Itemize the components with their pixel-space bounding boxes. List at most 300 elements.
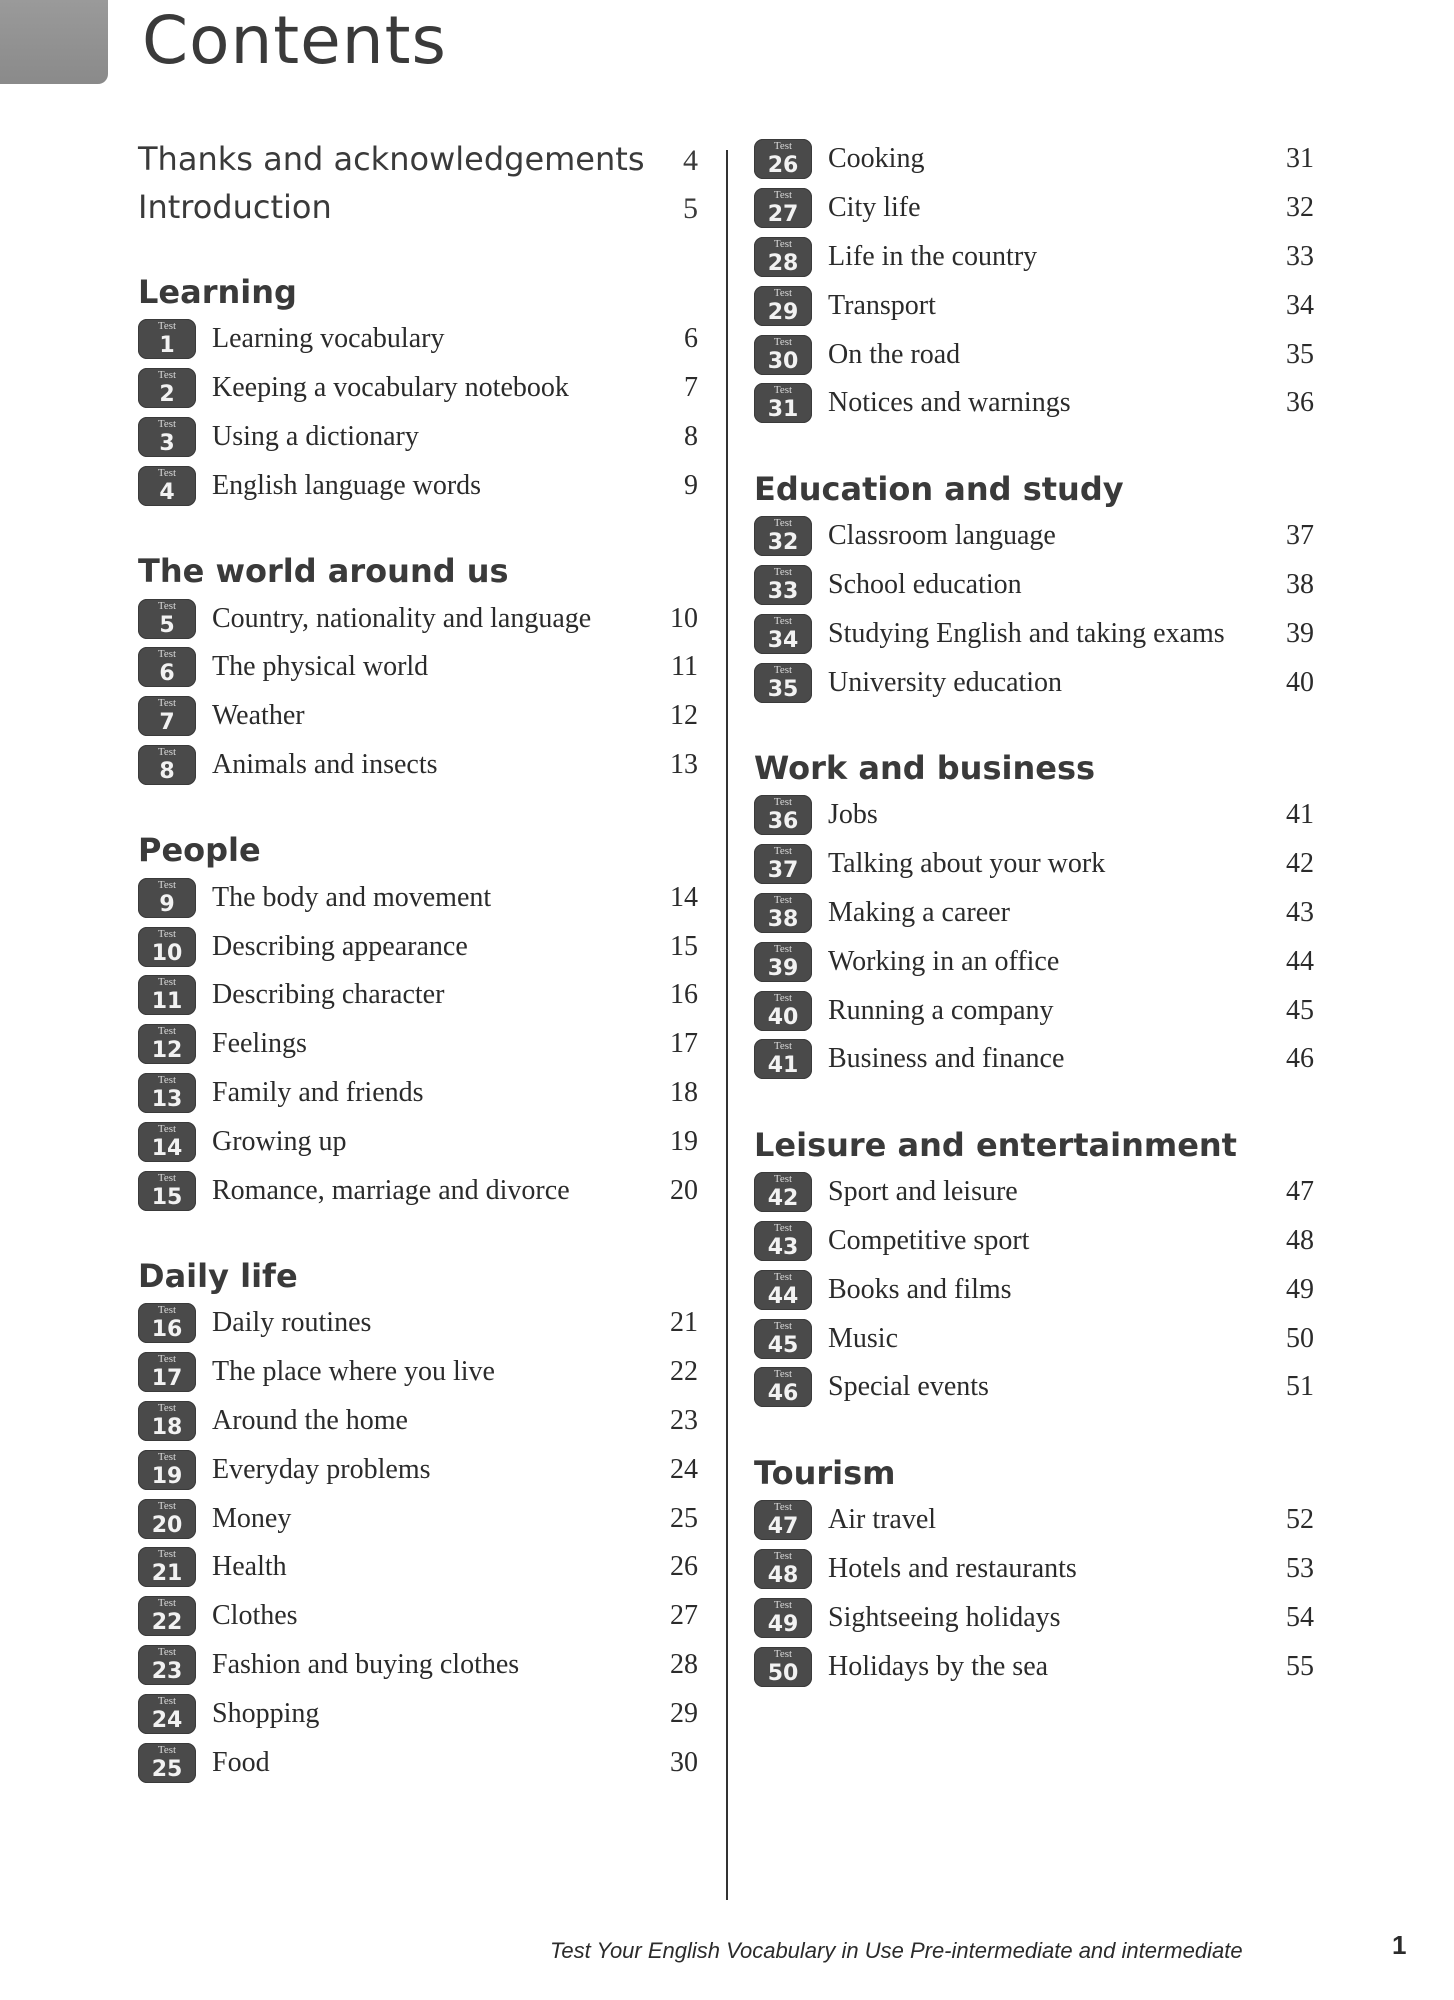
- test-number-badge: [754, 991, 812, 1031]
- entry-page-number: 34: [1286, 289, 1314, 321]
- badge-test-number: 4: [159, 479, 175, 505]
- entry-page-number: 12: [670, 700, 698, 732]
- entry-page-number: 17: [670, 1028, 698, 1060]
- contents-right-column: [754, 135, 1314, 1691]
- badge-test-number: 5: [159, 612, 175, 638]
- test-number-badge: [754, 335, 812, 375]
- test-number-badge: [754, 286, 812, 326]
- contents-entry[interactable]: [138, 922, 698, 971]
- badge-test-word: Test: [157, 927, 177, 940]
- badge-test-word: Test: [773, 991, 793, 1004]
- entry-page-number: 27: [670, 1600, 698, 1632]
- entry-page-number: 44: [1286, 945, 1314, 977]
- test-number-badge: [138, 1122, 196, 1162]
- footer-book-title: Test Your English Vocabulary in Use Pre-intermediate and intermediate: [550, 1938, 1243, 1963]
- test-number-badge: [754, 1500, 812, 1540]
- test-number-badge: [754, 893, 812, 933]
- left-sections: [138, 269, 698, 1787]
- entry-page-number: 19: [670, 1125, 698, 1157]
- badge-test-word: Test: [157, 976, 177, 989]
- contents-entry[interactable]: [754, 1035, 1314, 1084]
- badge-test-number: 44: [767, 1283, 799, 1309]
- contents-entry[interactable]: [754, 1642, 1314, 1691]
- badge-test-word: Test: [157, 1743, 177, 1756]
- entry-page-number: 25: [670, 1502, 698, 1534]
- entry-page-number: 54: [1286, 1601, 1314, 1633]
- badge-test-word: Test: [157, 1025, 177, 1038]
- badge-test-number: 11: [151, 989, 183, 1015]
- test-number-badge: [138, 696, 196, 736]
- contents-section: [754, 135, 1314, 428]
- badge-test-word: Test: [157, 1401, 177, 1414]
- contents-section: [138, 1253, 698, 1787]
- contents-entry[interactable]: [138, 1397, 698, 1446]
- badge-test-number: 37: [767, 858, 799, 884]
- contents-entry[interactable]: [754, 1217, 1314, 1266]
- entry-label: Shopping: [212, 1697, 320, 1729]
- badge-test-number: 15: [151, 1184, 183, 1210]
- entry-label: Country, nationality and language: [212, 602, 592, 634]
- entry-label: Animals and insects: [212, 748, 438, 780]
- test-number-badge: [138, 1024, 196, 1064]
- entry-page-number: 55: [1286, 1650, 1314, 1682]
- test-number-badge: [754, 1367, 812, 1407]
- contents-entry[interactable]: [138, 1689, 698, 1738]
- entry-label: Notices and warnings: [828, 387, 1071, 419]
- badge-test-word: Test: [773, 1270, 793, 1283]
- contents-section: [138, 269, 698, 510]
- entry-page-number: 45: [1286, 994, 1314, 1026]
- test-number-badge: [754, 516, 812, 556]
- contents-entry[interactable]: [754, 1593, 1314, 1642]
- entry-page-number: 21: [670, 1307, 698, 1339]
- contents-entry[interactable]: [754, 937, 1314, 986]
- test-number-badge: [138, 599, 196, 639]
- contents-section: [754, 466, 1314, 707]
- entry-page-number: 41: [1286, 799, 1314, 831]
- entry-page-number: 29: [670, 1697, 698, 1729]
- contents-entry[interactable]: [138, 1069, 698, 1118]
- test-number-badge: [754, 1039, 812, 1079]
- contents-entry[interactable]: [138, 461, 698, 510]
- contents-entry[interactable]: [138, 741, 698, 790]
- badge-test-word: Test: [157, 369, 177, 382]
- contents-entry[interactable]: [138, 1445, 698, 1494]
- entry-label: Around the home: [212, 1404, 408, 1436]
- test-number-badge: [138, 975, 196, 1015]
- badge-test-word: Test: [157, 1499, 177, 1512]
- badge-test-number: 23: [151, 1658, 183, 1684]
- entry-label: Hotels and restaurants: [828, 1552, 1077, 1584]
- badge-test-word: Test: [773, 942, 793, 955]
- test-number-badge: [138, 319, 196, 359]
- entry-page-number: 40: [1286, 666, 1314, 698]
- contents-entry[interactable]: [754, 889, 1314, 938]
- entry-page-number: 42: [1286, 848, 1314, 880]
- entry-label: University education: [828, 666, 1063, 698]
- badge-test-word: Test: [157, 1122, 177, 1135]
- entry-label: Talking about your work: [828, 848, 1106, 880]
- entry-label: Running a company: [828, 994, 1054, 1026]
- entry-page-number: 31: [1286, 143, 1314, 175]
- test-number-badge: [138, 1645, 196, 1685]
- entry-label: Sightseeing holidays: [828, 1601, 1061, 1633]
- entry-page-number: 38: [1286, 568, 1314, 600]
- badge-test-number: 14: [151, 1135, 183, 1161]
- entry-label: Weather: [212, 700, 305, 732]
- entry-page-number: 43: [1286, 896, 1314, 928]
- contents-entry[interactable]: [138, 873, 698, 922]
- badge-test-word: Test: [773, 286, 793, 299]
- badge-test-number: 29: [767, 299, 799, 325]
- entry-label: Food: [212, 1746, 270, 1778]
- contents-entry[interactable]: [754, 840, 1314, 889]
- contents-entry[interactable]: [138, 1543, 698, 1592]
- entry-page-number: 35: [1286, 338, 1314, 370]
- contents-entry[interactable]: [138, 1020, 698, 1069]
- badge-test-word: Test: [157, 1450, 177, 1463]
- badge-test-word: Test: [773, 1368, 793, 1381]
- entry-label: Daily routines: [212, 1307, 372, 1339]
- section-title: Daily life: [138, 1256, 298, 1295]
- entry-label: Jobs: [828, 799, 878, 831]
- badge-test-number: 31: [767, 397, 799, 423]
- contents-entry[interactable]: [138, 1166, 698, 1215]
- entry-page-number: 16: [670, 979, 698, 1011]
- contents-entry[interactable]: [754, 1496, 1314, 1545]
- entry-label: Fashion and buying clothes: [212, 1648, 520, 1680]
- contents-entry[interactable]: [138, 1738, 698, 1787]
- badge-test-number: 1: [159, 333, 175, 359]
- badge-test-number: 22: [151, 1610, 183, 1636]
- contents-entry[interactable]: [138, 1592, 698, 1641]
- badge-test-number: 42: [767, 1186, 799, 1212]
- badge-test-number: 45: [767, 1332, 799, 1358]
- test-number-badge: [138, 1596, 196, 1636]
- badge-test-number: 36: [767, 809, 799, 835]
- entry-page-number: 18: [670, 1076, 698, 1108]
- test-number-badge: [754, 1319, 812, 1359]
- entry-page-number: 49: [1286, 1273, 1314, 1305]
- entry-label: Competitive sport: [828, 1224, 1030, 1256]
- contents-section: [138, 548, 698, 789]
- right-sections: [754, 135, 1314, 1691]
- test-number-badge: [138, 1303, 196, 1343]
- entry-label: Music: [828, 1322, 898, 1354]
- entry-label: Studying English and taking exams: [828, 617, 1225, 649]
- entry-label: Everyday problems: [212, 1453, 431, 1485]
- contents-entry[interactable]: [138, 1348, 698, 1397]
- test-number-badge: [138, 647, 196, 687]
- contents-entry[interactable]: [138, 643, 698, 692]
- contents-section: [754, 745, 1314, 1084]
- entry-label: The physical world: [212, 651, 429, 683]
- test-number-badge: [138, 1694, 196, 1734]
- entry-label: Cooking: [828, 143, 925, 175]
- test-number-badge: [138, 1401, 196, 1441]
- badge-test-number: 27: [767, 202, 799, 228]
- contents-entry[interactable]: [754, 281, 1314, 330]
- test-number-badge: [754, 614, 812, 654]
- entry-label: Transport: [828, 289, 936, 321]
- test-number-badge: [138, 745, 196, 785]
- badge-test-word: Test: [157, 1597, 177, 1610]
- badge-test-word: Test: [773, 140, 793, 153]
- entry-label: Health: [212, 1551, 287, 1583]
- entry-label: Money: [212, 1502, 292, 1534]
- contents-entry[interactable]: [138, 413, 698, 462]
- contents-entry[interactable]: [754, 986, 1314, 1035]
- section-title: People: [138, 831, 261, 870]
- badge-test-number: 39: [767, 955, 799, 981]
- badge-test-word: Test: [157, 1353, 177, 1366]
- badge-test-word: Test: [773, 189, 793, 202]
- test-number-badge: [138, 1171, 196, 1211]
- badge-test-number: 40: [767, 1004, 799, 1030]
- badge-test-word: Test: [773, 1173, 793, 1186]
- badge-test-number: 43: [767, 1234, 799, 1260]
- entry-label: Using a dictionary: [212, 420, 419, 452]
- badge-test-word: Test: [157, 417, 177, 430]
- test-number-badge: [138, 927, 196, 967]
- badge-test-word: Test: [157, 648, 177, 661]
- test-number-badge: [754, 663, 812, 703]
- section-title: Leisure and entertainment: [754, 1125, 1237, 1164]
- test-number-badge: [754, 565, 812, 605]
- badge-test-number: 47: [767, 1514, 799, 1540]
- section-title: Education and study: [754, 469, 1124, 508]
- entry-page-number: 52: [1286, 1504, 1314, 1536]
- entry-page-number: 37: [1286, 520, 1314, 552]
- badge-test-word: Test: [773, 1221, 793, 1234]
- badge-test-number: 25: [151, 1756, 183, 1782]
- badge-test-word: Test: [157, 466, 177, 479]
- badge-test-number: 3: [159, 430, 175, 456]
- badge-test-word: Test: [773, 384, 793, 397]
- entry-label: Classroom language: [828, 520, 1056, 552]
- badge-test-number: 21: [151, 1561, 183, 1587]
- entry-page-number: 47: [1286, 1176, 1314, 1208]
- entry-page-number: 9: [684, 469, 698, 501]
- badge-test-word: Test: [157, 1171, 177, 1184]
- badge-test-number: 6: [159, 661, 175, 687]
- contents-entry[interactable]: [754, 1545, 1314, 1594]
- contents-entry[interactable]: [754, 135, 1314, 184]
- badge-test-word: Test: [773, 565, 793, 578]
- badge-test-word: Test: [773, 1040, 793, 1053]
- entry-label: The place where you live: [212, 1356, 495, 1388]
- contents-entry[interactable]: [754, 184, 1314, 233]
- contents-entry[interactable]: [138, 1299, 698, 1348]
- test-number-badge: [754, 795, 812, 835]
- badge-test-number: 12: [151, 1038, 183, 1064]
- entry-label: Feelings: [212, 1028, 307, 1060]
- badge-test-word: Test: [773, 1549, 793, 1562]
- contents-entry[interactable]: [138, 594, 698, 643]
- entry-label: Family and friends: [212, 1076, 424, 1108]
- contents-entry[interactable]: [138, 692, 698, 741]
- test-number-badge: [138, 1547, 196, 1587]
- entry-page-number: 22: [670, 1356, 698, 1388]
- section-title: Work and business: [754, 748, 1096, 787]
- front-matter-row[interactable]: [138, 135, 698, 183]
- contents-entry[interactable]: [138, 364, 698, 413]
- contents-entry[interactable]: [754, 233, 1314, 282]
- entry-page-number: 15: [670, 930, 698, 962]
- entry-label: Keeping a vocabulary notebook: [212, 372, 569, 404]
- test-number-badge: [754, 1549, 812, 1589]
- entry-page-number: 13: [670, 748, 698, 780]
- contents-entry[interactable]: [754, 1314, 1314, 1363]
- section-title: Tourism: [754, 1453, 896, 1492]
- front-matter-label: Introduction: [138, 188, 332, 226]
- contents-entry[interactable]: [754, 791, 1314, 840]
- badge-test-number: 7: [159, 710, 175, 736]
- badge-test-number: 8: [159, 758, 175, 784]
- contents-entry[interactable]: [754, 658, 1314, 707]
- entry-page-number: 32: [1286, 192, 1314, 224]
- front-matter-page: 4: [683, 144, 698, 177]
- badge-test-word: Test: [773, 845, 793, 858]
- test-number-badge: [754, 1172, 812, 1212]
- badge-test-number: 34: [767, 627, 799, 653]
- badge-test-number: 50: [767, 1660, 799, 1686]
- contents-entry[interactable]: [754, 561, 1314, 610]
- entry-label: Describing character: [212, 979, 445, 1011]
- entry-label: Learning vocabulary: [212, 323, 445, 355]
- badge-test-word: Test: [773, 517, 793, 530]
- entry-label: Business and finance: [828, 1043, 1065, 1075]
- badge-test-number: 17: [151, 1366, 183, 1392]
- entry-page-number: 6: [684, 323, 698, 355]
- entry-page-number: 24: [670, 1453, 698, 1485]
- contents-entry[interactable]: [754, 1265, 1314, 1314]
- entry-page-number: 20: [670, 1174, 698, 1206]
- entry-label: The body and movement: [212, 881, 492, 913]
- test-number-badge: [754, 139, 812, 179]
- entry-page-number: 26: [670, 1551, 698, 1583]
- entry-page-number: 28: [670, 1648, 698, 1680]
- contents-entry[interactable]: [138, 1641, 698, 1690]
- badge-test-number: 41: [767, 1053, 799, 1079]
- badge-test-number: 16: [151, 1317, 183, 1343]
- entry-label: On the road: [828, 338, 961, 370]
- contents-section: [138, 827, 698, 1215]
- test-number-badge: [754, 942, 812, 982]
- test-number-badge: [754, 188, 812, 228]
- contents-section: [754, 1122, 1314, 1412]
- test-number-badge: [754, 383, 812, 423]
- section-title: The world around us: [138, 552, 509, 591]
- contents-entry[interactable]: [138, 971, 698, 1020]
- entry-page-number: 11: [671, 651, 698, 683]
- entry-page-number: 51: [1286, 1371, 1314, 1403]
- contents-left-column: [138, 135, 698, 1787]
- contents-entry[interactable]: [754, 379, 1314, 428]
- entry-label: School education: [828, 568, 1022, 600]
- badge-test-word: Test: [773, 1501, 793, 1514]
- entry-page-number: 10: [670, 602, 698, 634]
- badge-test-number: 38: [767, 906, 799, 932]
- column-divider: [726, 150, 728, 1900]
- badge-test-number: 19: [151, 1463, 183, 1489]
- test-number-badge: [754, 1647, 812, 1687]
- badge-test-word: Test: [773, 796, 793, 809]
- front-matter-row[interactable]: [138, 183, 698, 231]
- contents-entry[interactable]: [754, 1168, 1314, 1217]
- badge-test-word: Test: [773, 1598, 793, 1611]
- section-title: Learning: [138, 273, 297, 311]
- badge-test-word: Test: [773, 335, 793, 348]
- entry-label: Books and films: [828, 1273, 1012, 1305]
- contents-entry[interactable]: [138, 1117, 698, 1166]
- entry-label: Life in the country: [828, 240, 1038, 272]
- test-number-badge: [138, 1499, 196, 1539]
- entry-page-number: 30: [670, 1746, 698, 1778]
- entry-page-number: 46: [1286, 1043, 1314, 1075]
- contents-entry[interactable]: [138, 315, 698, 364]
- badge-test-word: Test: [773, 237, 793, 250]
- front-matter-label: Thanks and acknowledgements: [138, 140, 645, 178]
- badge-test-number: 49: [767, 1611, 799, 1637]
- entry-label: Holidays by the sea: [828, 1650, 1049, 1682]
- front-matter: [138, 135, 698, 231]
- badge-test-word: Test: [157, 320, 177, 333]
- front-matter-page: 5: [683, 192, 698, 225]
- test-number-badge: [138, 878, 196, 918]
- page-number: 1: [1392, 1930, 1407, 1960]
- contents-entry[interactable]: [754, 330, 1314, 379]
- badge-test-word: Test: [157, 1304, 177, 1317]
- entry-page-number: 23: [670, 1404, 698, 1436]
- entry-label: City life: [828, 192, 921, 224]
- badge-test-word: Test: [157, 697, 177, 710]
- badge-test-number: 28: [767, 250, 799, 276]
- badge-test-number: 33: [767, 578, 799, 604]
- badge-test-number: 2: [159, 382, 175, 408]
- test-number-badge: [138, 1450, 196, 1490]
- test-number-badge: [754, 1598, 812, 1638]
- entry-label: Romance, marriage and divorce: [212, 1174, 570, 1206]
- badge-test-number: 24: [151, 1707, 183, 1733]
- test-number-badge: [138, 1352, 196, 1392]
- badge-test-number: 46: [767, 1381, 799, 1407]
- entry-label: Working in an office: [828, 945, 1060, 977]
- contents-entry[interactable]: [138, 1494, 698, 1543]
- badge-test-word: Test: [773, 1319, 793, 1332]
- badge-test-word: Test: [157, 745, 177, 758]
- entry-label: Sport and leisure: [828, 1176, 1018, 1208]
- entry-label: Describing appearance: [212, 930, 468, 962]
- badge-test-word: Test: [157, 1694, 177, 1707]
- corner-tab-decoration: [0, 0, 108, 84]
- badge-test-number: 35: [767, 676, 799, 702]
- badge-test-number: 18: [151, 1414, 183, 1440]
- badge-test-word: Test: [157, 1645, 177, 1658]
- badge-test-word: Test: [157, 1548, 177, 1561]
- entry-page-number: 33: [1286, 240, 1314, 272]
- contents-entry[interactable]: [754, 1363, 1314, 1412]
- contents-entry[interactable]: [754, 512, 1314, 561]
- contents-entry[interactable]: [754, 609, 1314, 658]
- test-number-badge: [754, 1270, 812, 1310]
- test-number-badge: [138, 1073, 196, 1113]
- entry-page-number: 39: [1286, 617, 1314, 649]
- contents-section: [754, 1450, 1314, 1691]
- badge-test-word: Test: [157, 1073, 177, 1086]
- test-number-badge: [138, 1743, 196, 1783]
- entry-page-number: 8: [684, 420, 698, 452]
